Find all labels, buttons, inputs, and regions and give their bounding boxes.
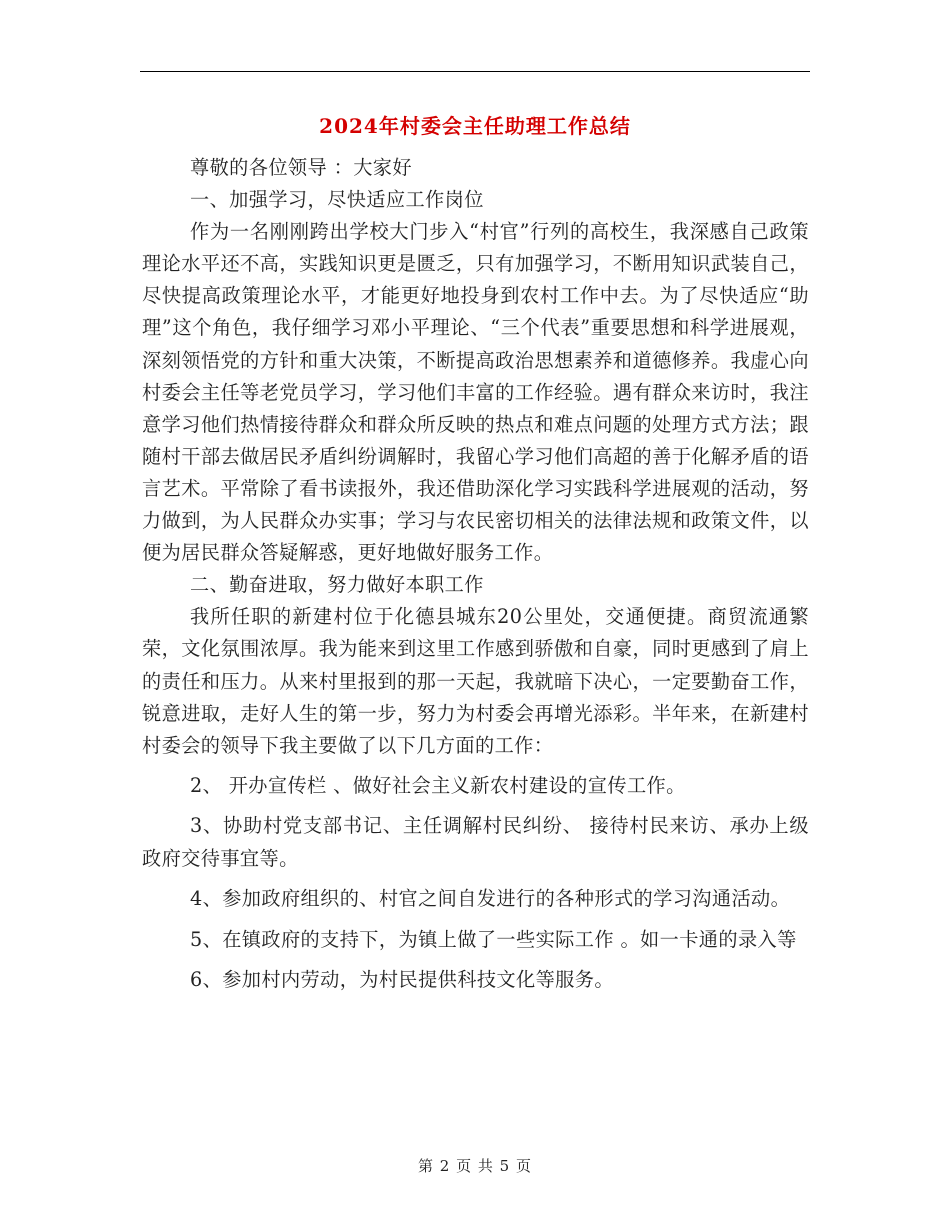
section-heading-2: 二、勤奋进取，努力做好本职工作: [190, 573, 484, 597]
list-item: 3、协助村党支部书记、主任调解村民纠纷、 接待村民来访、承办上级政府交待事宜等。: [142, 814, 809, 870]
document-title: 2024年村委会主任助理工作总结: [319, 114, 631, 138]
paragraph-study: 作为一名刚刚跨出学校大门步入“村官”行列的高校生，我深感自己政策理论水平还不高，实践知识更是匮乏，只有加强学习，不断用知识武装自己，尽快提高政策理论水平，才能更好地投身到农村工作中去。为了尽快适应“助理”这个角色，我仔细学习邓小平理论、“三个代表”重要思想和科学进展观，深刻领悟党的方针和重大决策，不断提高政治思想素养和道德修养。我虚心向村委会主任等老党员学习，学习他们丰富的工作经验。遇有群众来访时，我注意学习他们热情接待群众和群众所反映的热点和难点问题的处理方式方法；跟随村干部去做居民矛盾纠纷调解时，我留心学习他们高超的善于化解矛盾的语言艺术。平常除了看书读报外，我还借助深化学习实践科学进展观的活动，努力做到，为人民群众办实事；学习与农民密切相关的法律法规和政策文件，以便为居民群众答疑解惑，更好地做好服务工作。: [142, 220, 809, 565]
list-item: 6、参加村内劳动，为村民提供科技文化等服务。: [190, 968, 614, 992]
list-item: 5、在镇政府的支持下，为镇上做了一些实际工作 。如一卡通的录入等: [190, 927, 797, 951]
document-body: [142, 152, 809, 997]
paragraph-village: 我所任职的新建村位于化德县城东20公里处，交通便捷。商贸流通繁荣，文化氛围浓厚。我为能来到这里工作感到骄傲和自豪，同时更感到了肩上的责任和压力。从来村里报到的那一天起，我就暗下决心，一定要勤奋工作，锐意进取，走好人生的第一步，努力为村委会再增光添彩。半年来，在新建村村委会的领导下我主要做了以下几方面的工作：: [142, 605, 809, 757]
list-item: 2、 开办宣传栏 、做好社会主义新农村建设的宣传工作。: [190, 773, 686, 797]
header-rule: [140, 71, 810, 72]
salutation: 尊敬的各位领导 ：大家好: [190, 156, 412, 179]
section-heading-1: 一、加强学习，尽快适应工作岗位: [190, 188, 484, 212]
list-item: 4、参加政府组织的、村官之间自发进行的各种形式的学习沟通活动。: [190, 887, 791, 911]
page-number-footer: 第 2 页 共 5 页: [418, 1157, 532, 1175]
